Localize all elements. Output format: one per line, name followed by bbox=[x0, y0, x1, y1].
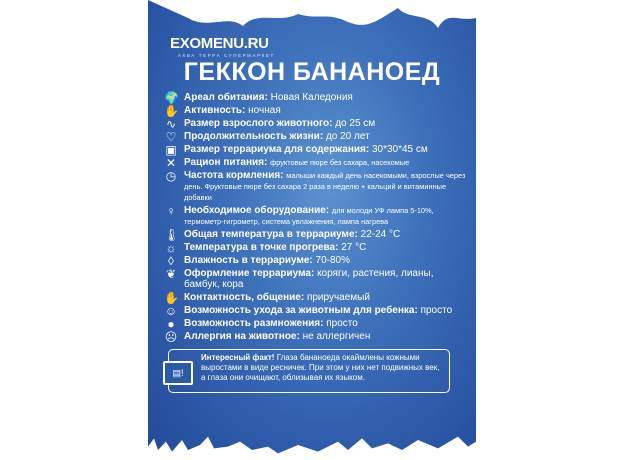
info-row bbox=[148, 255, 476, 266]
info-row bbox=[148, 331, 476, 342]
info-label: Возможность размножения: bbox=[184, 318, 324, 329]
info-label: Размер террариума для содержания: bbox=[184, 144, 370, 155]
info-row bbox=[148, 268, 476, 290]
fork-knife-icon: ✕ bbox=[165, 156, 177, 170]
info-label: Влажность в террариуме: bbox=[184, 255, 313, 266]
sun-icon: ☼ bbox=[165, 241, 177, 255]
info-row bbox=[148, 242, 476, 253]
allergy-icon: ☹ bbox=[164, 330, 178, 344]
top-foliage-decoration bbox=[148, 0, 476, 40]
fun-fact-box bbox=[168, 349, 450, 393]
info-value: фруктовые пюре без сахара, насекомые bbox=[270, 158, 410, 167]
info-row bbox=[148, 292, 476, 303]
info-value: 22-24 °С bbox=[360, 229, 401, 240]
info-value: 70-80% bbox=[315, 255, 351, 266]
footprints-icon: ✋ bbox=[164, 104, 179, 118]
info-row bbox=[148, 157, 476, 168]
info-value: до 20 лет bbox=[325, 131, 370, 142]
gecko-icon: ∿ bbox=[165, 117, 177, 131]
info-value: до 25 см bbox=[335, 118, 376, 129]
info-value: ночная bbox=[248, 105, 281, 116]
bottom-sea-decoration bbox=[148, 430, 476, 460]
info-label: Температура в точке прогрева: bbox=[184, 242, 339, 253]
info-label: Контактность, общение: bbox=[184, 292, 305, 303]
drop-icon: ◊ bbox=[168, 254, 174, 268]
info-label: Аллергия на животное: bbox=[184, 331, 300, 342]
info-label: Возможность ухода за животным для ребенка: bbox=[184, 305, 418, 316]
info-row bbox=[148, 131, 476, 142]
info-row bbox=[148, 318, 476, 329]
poster: EXOMENU.RU АКВА ТЕРРА СУПЕРМАРКЕТ ГЕККОН БАНАНОЕД 🌍 Ареал обитания: Новая Каледония ✋ Активность: ночная ∿ Размер взрослого животного: до 25 см ♡ Продолжительность жизни: до 20 лет ▣ Размер террариума для содержания: 30*30*45 см ✕ Рацион питания: фруктовые пюре без сахара, насекомые ◷ Частота кормления: малыши каждый день насекомыми, взрослые через день. Фруктовые пюре без сахара 2 раза в неделю + кальций и витаминные добавки ♀ Необходимое оборудование: для молоди УФ лампа 5-10%, термометр-гигрометр, система увлажнения, лампа нагрева 🌡 Общая температура в террариуме: 22-24 °С ☼ Температура в точке прогрева: 27 °С ◊ Влажность в террариуме: 70-80% ❦ Оформление террариума: коряги, растения, лианы, бамбук, кора ✋ Контактность, общение: приручаемый ☺ Возможность ухода за животным для ребенка: просто ● Возможность размножения: просто ☹ Аллергия на животное: не аллергичен ▤! Интересный факт! Глаза бананоеда окаймлены кожными выростами в виде ресничек. При этом у них нет подвижных век, а глаза они очищают, облизывая их языком. bbox=[148, 0, 476, 460]
info-label: Оформление террариума: bbox=[184, 268, 315, 279]
info-value: просто bbox=[326, 318, 358, 329]
info-value: 27 °С bbox=[341, 242, 367, 253]
leaf-icon: ❦ bbox=[165, 267, 177, 281]
heart-icon: ♡ bbox=[165, 130, 177, 144]
hand-icon: ✋ bbox=[164, 291, 179, 305]
fun-fact-text: Интересный факт! Глаза бананоеда окаймлены кожными выростами в виде ресничек. При этом у них нет подвижных век, а глаза они очищают, облизывая их языком. bbox=[201, 353, 440, 382]
info-value: для молоди УФ лампа 5-10%, термометр-гигрометр, система увлажнения, лампа нагрева bbox=[184, 206, 434, 226]
info-value: коряги, растения, лианы, бамбук, кора bbox=[184, 268, 434, 290]
info-label: Частота кормления: bbox=[184, 170, 284, 181]
info-row bbox=[148, 170, 476, 203]
info-value: просто bbox=[420, 305, 453, 316]
thermometer-icon: 🌡 bbox=[164, 228, 180, 242]
info-label: Необходимое оборудование: bbox=[184, 205, 330, 216]
page-title: ГЕККОН БАНАНОЕД bbox=[183, 58, 441, 86]
terrarium-icon: ▣ bbox=[165, 143, 177, 157]
info-label: Рацион питания: bbox=[184, 157, 268, 168]
info-value: Новая Каледония bbox=[270, 92, 353, 103]
info-label: Активность: bbox=[184, 105, 246, 116]
info-value: не аллергичен bbox=[302, 331, 371, 342]
info-label: Ареал обитания: bbox=[184, 92, 268, 103]
info-list bbox=[148, 92, 476, 393]
info-row bbox=[148, 205, 476, 227]
info-value: малыши каждый день насекомыми, взрослые через день. Фруктовые пюре без сахара 2 раза в неделю + кальций и витаминные добавки bbox=[184, 171, 466, 202]
info-value: приручаемый bbox=[306, 292, 370, 303]
info-label: Общая температура в террариуме: bbox=[184, 229, 358, 240]
info-label: Размер взрослого животного: bbox=[184, 118, 333, 129]
info-row bbox=[148, 305, 476, 316]
info-row bbox=[148, 92, 476, 103]
info-label: Продолжительность жизни: bbox=[184, 131, 324, 142]
eggs-icon: ● bbox=[167, 317, 175, 331]
clock-icon: ◷ bbox=[165, 169, 177, 183]
info-value: 30*30*45 см bbox=[371, 144, 428, 155]
info-row bbox=[148, 144, 476, 155]
globe-icon: 🌍 bbox=[164, 91, 179, 105]
info-row bbox=[148, 118, 476, 129]
book-alert-icon: ▤! bbox=[163, 361, 193, 385]
info-row bbox=[148, 105, 476, 116]
info-row bbox=[148, 229, 476, 240]
child-icon: ☺ bbox=[164, 304, 178, 318]
lightbulb-icon: ♀ bbox=[166, 204, 176, 218]
